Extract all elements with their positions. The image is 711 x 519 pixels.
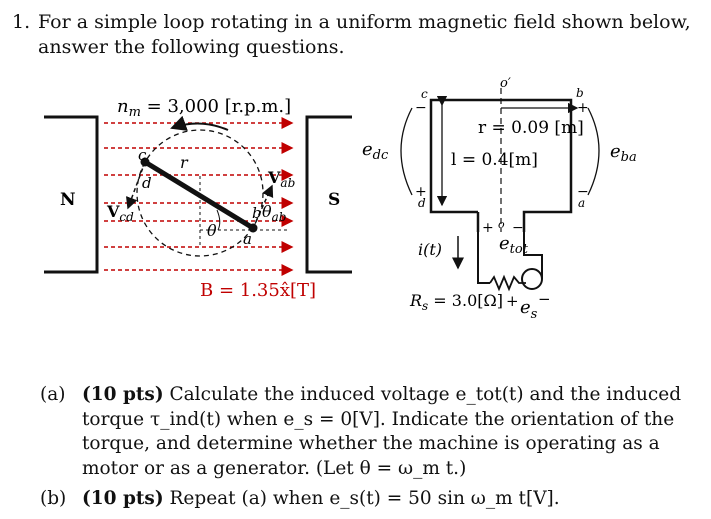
loop-front-view-figure xyxy=(362,76,637,320)
resistance-label: $R_s = 3.0[\Omega]$ xyxy=(410,291,503,313)
part-b xyxy=(40,487,702,512)
e-ba-label: $e_{ba}$ xyxy=(610,141,637,165)
current-label: i(t) xyxy=(418,240,443,259)
ba-minus-sign: − xyxy=(577,184,589,200)
part-a-points: (10 pts) xyxy=(82,384,164,405)
external-wire xyxy=(478,232,490,283)
e-dc-label: $e_{dc}$ xyxy=(362,139,389,163)
etot-plus-sign: + xyxy=(482,220,494,236)
point-c-label: c xyxy=(138,146,147,164)
length-value: l = 0.4[m] xyxy=(451,150,538,170)
question-parts xyxy=(40,383,702,512)
question-number: 1. xyxy=(12,11,31,33)
part-b-label: (b) xyxy=(40,488,67,509)
field-label: B = 1.35x̂[T] xyxy=(200,280,317,301)
voltage-source xyxy=(522,269,542,289)
part-b-points: (10 pts) xyxy=(82,488,164,509)
part-a xyxy=(40,383,702,481)
corner-c-label: c xyxy=(421,87,428,101)
o-label: o xyxy=(498,218,505,231)
point-b-label: b xyxy=(252,204,262,222)
dc-minus-sign: − xyxy=(415,100,427,116)
es-minus-sign: − xyxy=(538,290,551,308)
corner-d-label: d xyxy=(418,196,426,210)
e-s-label: $e_s$ xyxy=(520,297,538,320)
part-a-text: Calculate the induced voltage e_tot(t) and the induced torque τ_ind(t) when e_s = 0[V]. Indicate the orientation of the torque, and determine whether the machine is operating as a motor or as a generator. (Let θ = ω_m t.) xyxy=(82,384,682,479)
v-cd-label: $V_{cd}$ xyxy=(107,202,134,224)
resistor xyxy=(490,277,526,289)
v-ab-label: $V_{ab}$ xyxy=(268,168,296,190)
north-pole-label: N xyxy=(60,190,76,210)
part-a-label: (a) xyxy=(40,384,66,405)
circuit-figure xyxy=(0,70,711,320)
corner-b-label: b xyxy=(576,86,584,100)
theta-ab-label: $\theta_{ab}$ xyxy=(262,202,287,224)
part-b-text: Repeat (a) when e_s(t) = 50 sin ω_m t[V]. xyxy=(169,488,560,509)
south-pole-label: S xyxy=(328,190,341,210)
e-tot-label: $e_{tot}$ xyxy=(499,233,528,257)
ba-plus-sign: + xyxy=(577,100,589,116)
question-text: For a simple loop rotating in a uniform magnetic field shown below, answer the following questions. xyxy=(38,11,691,58)
rotation-arrow xyxy=(172,123,228,130)
speed-label: $n_m = 3,000$ [r.p.m.] xyxy=(117,96,292,120)
loop-cross-section-figure xyxy=(44,96,352,301)
corner-a-label: a xyxy=(578,196,586,210)
dc-plus-sign: + xyxy=(415,184,427,200)
etot-minus-sign: − xyxy=(512,220,524,236)
theta-label: θ xyxy=(207,221,217,240)
es-plus-sign: + xyxy=(506,292,519,310)
point-d-label: d xyxy=(142,174,152,192)
point-a-label: a xyxy=(243,230,252,248)
radius-value: r = 0.09 [m] xyxy=(478,118,584,138)
o-prime-label: o′ xyxy=(500,76,511,91)
radius-label: r xyxy=(180,153,188,172)
